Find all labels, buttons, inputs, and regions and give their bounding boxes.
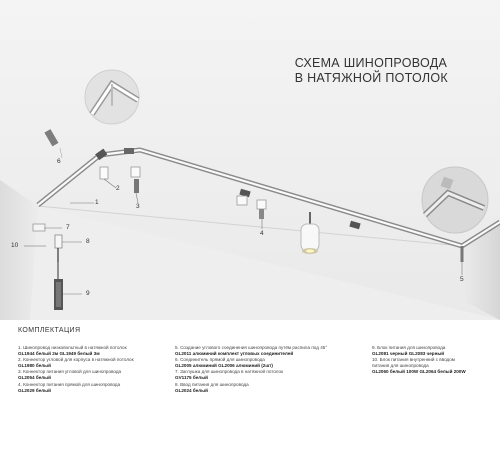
kit-column-1 [18, 345, 134, 394]
kit-item-description: 10. Блок питания внутренний с вводом [372, 357, 455, 363]
kit-item-description: 5. Создание углового соединения шинопровода путём распила под 45° [175, 345, 328, 350]
callout-3: 3 [136, 203, 140, 210]
kit-column-3 [372, 345, 466, 375]
kit-item-description: 7. Заглушка для шинопровода в натяжной потолок [175, 369, 284, 375]
kit-item-code: GL2011 алюминий комплект угловых соединителей [175, 351, 294, 357]
corner-detail-magnified [85, 70, 139, 124]
callout-1: 1 [95, 199, 99, 206]
kit-item-description: питания для шинопровода [372, 363, 429, 369]
kit-item-code: GL2029 белый [18, 387, 51, 393]
kit-item-code: GL2081 черный GL2083 черный [372, 351, 445, 357]
callout-2: 2 [116, 185, 120, 192]
heading-line-2: В НАТЯЖНОЙ ПОТОЛОК [294, 71, 448, 85]
heading-line-1: СХЕМА ШИНОПРОВОДА [294, 56, 448, 70]
callout-5: 5 [460, 276, 464, 283]
kit-item-description: 9. Блок питания для шинопровода [372, 345, 446, 350]
callout-7: 7 [66, 224, 70, 231]
callout-8: 8 [86, 238, 90, 245]
kit-item-description: 1. Шинопровод низковольтный в натяжной потолок [18, 345, 127, 350]
kit-item-description: 6. Соединитель прямой для шинопровода [175, 357, 265, 363]
kit-item-description: 8. Ввод питания для шинопровода [175, 381, 249, 387]
kit-item-description: 3. Коннектор питания угловой для шинопровода [18, 369, 122, 375]
callout-4: 4 [260, 230, 264, 237]
right-corner-detail-magnified [422, 167, 488, 233]
kit-column-2 [175, 345, 327, 394]
kit-item-description: 4. Коннектор питания прямой для шинопровода [18, 381, 121, 387]
kit-item-code: GV1175 белый [175, 375, 208, 381]
kit-title: КОМПЛЕКТАЦИЯ [18, 327, 81, 334]
callout-6: 6 [57, 158, 61, 165]
kit-item-description: 2. Коннектор угловой для корпуса в натяжной потолок [18, 357, 134, 363]
kit-item-code: GL2054 белый [18, 375, 51, 381]
scheme-heading [295, 56, 448, 86]
kit-item-code: GL2005 алюминий GL2006 алюминий (2шт) [175, 363, 273, 369]
kit-contents-section [0, 322, 500, 450]
kit-item-code: GL1980 белый [18, 363, 51, 369]
callout-9: 9 [86, 290, 90, 297]
end-cap-item [33, 224, 45, 231]
kit-item-code: GL1944 белый 2м GL1949 белый 3м [18, 351, 100, 357]
callout-10: 10 [11, 242, 19, 249]
kit-item-code: GL2024 белый [175, 387, 208, 393]
kit-item-code: GL2060 белый 100W GL2064 белый 200W [372, 369, 466, 375]
